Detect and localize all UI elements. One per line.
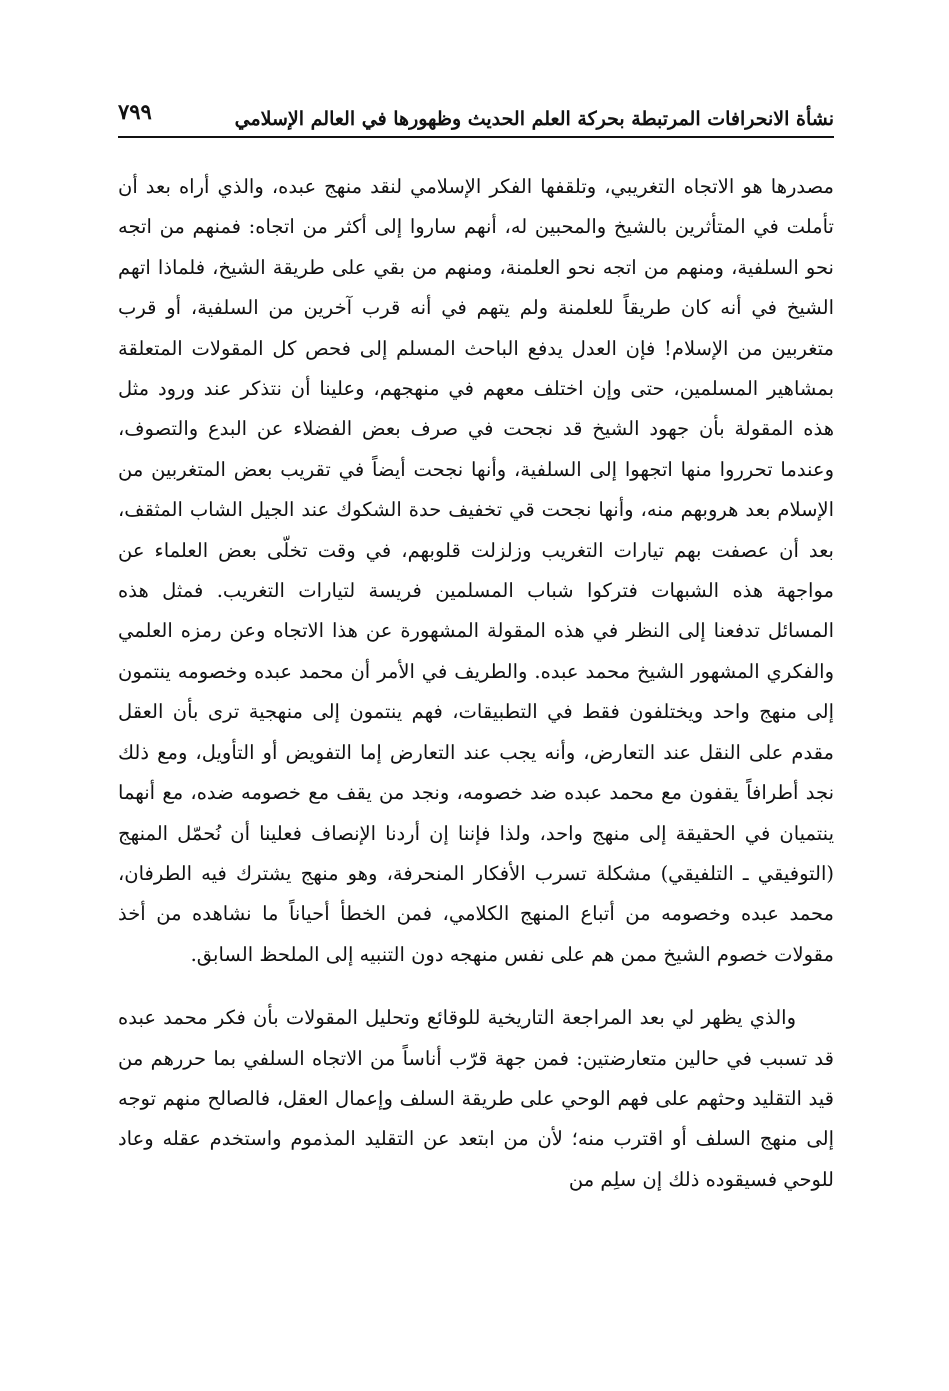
header-divider — [118, 136, 834, 138]
page-number: ٧٩٩ — [118, 99, 152, 124]
running-title: نشأة الانحرافات المرتبطة بحركة العلم الحديث وظهورها في العالم الإسلامي — [234, 108, 834, 130]
paragraph: مصدرها هو الاتجاه التغريبي، وتلقفها الفكر الإسلامي لنقد منهج عبده، والذي أراه بعد أن تأملت في المتأثرين بالشيخ والمحبين له، أنهم ساروا إلى أكثر من اتجاه: فمنهم من اتجه نحو السلفية، ومنهم من اتجه نحو العلمنة، ومنهم من بقي على طريقة الشيخ، فلماذا اتهم الشيخ في أنه كان طريقاً للعلمنة ولم يتهم في أنه قرب آخرين من السلفية، أو قرب متغربين من الإسلام! فإن العدل يدفع الباحث المسلم إلى فحص كل المقولات المتعلقة بمشاهير المسلمين، حتى وإن اختلف معهم في منهجهم، وعلينا أن نتذكر عند ورود مثل هذه المقولة بأن جهود الشيخ قد نجحت في صرف بعض الفضلاء عن البدع والتصوف، وعندما تحرروا منها اتجهوا إلى السلفية، وأنها نجحت أيضاً في تقريب بعض المتغربين من الإسلام بعد هروبهم منه، وأنها نجحت قي تخفيف حدة الشكوك عند الجيل الشاب المثقف، بعد أن عصفت بهم تيارات التغريب وزلزلت قلوبهم، في وقت تخلّى بعض العلماء عن مواجهة هذه الشبهات فتركوا شباب المسلمين فريسة لتيارات التغريب. فمثل هذه المسائل تدفعنا إلى النظر في هذه المقولة المشهورة عن هذا الاتجاه وعن رمزه العلمي والفكري المشهور الشيخ محمد عبده. والطريف في الأمر أن محمد عبده وخصومه ينتمون إلى منهج واحد ويختلفون فقط في التطبيقات، فهم ينتمون إلى منهجية ترى بأن العقل مقدم على النقل عند التعارض، وأنه يجب عند التعارض إما التفويض أو التأويل، ومع ذلك نجد أطرافاً يقفون مع محمد عبده ضد خصومه، ونجد من يقف مع خصومه ضده، مع أنهما ينتميان في الحقيقة إلى منهج واحد، ولذا فإننا إن أردنا الإنصاف فعلينا أن نُحمّل المنهج (التوفيقي ـ التلفيقي) مشكلة تسرب الأفكار المنحرفة، وهو منهج يشترك فيه الطرفان، محمد عبده وخصومه من أتباع المنهج الكلامي، فمن الخطأ أحياناً ما نشاهده من أخذ مقولات خصوم الشيخ ممن هم على نفس منهجه دون التنبيه إلى الملحظ السابق. — [118, 175, 834, 966]
paragraph: والذي يظهر لي بعد المراجعة التاريخية للوقائع وتحليل المقولات بأن فكر محمد عبده قد تسبب في حالين متعارضتين: فمن جهة قرّب أناساً من الاتجاه السلفي بما حررهم من قيد التقليد وحثهم على فهم الوحي على طريقة السلف وإعمال العقل، فالصالح منهم توجه إلى منهج السلف أو اقترب منه؛ لأن من ابتعد عن التقليد المذموم واستخدم عقله وعاد للوحي فسيقوده ذلك إن سلِم من — [118, 1006, 834, 1191]
page-header — [118, 90, 834, 136]
body-text — [118, 167, 834, 1200]
